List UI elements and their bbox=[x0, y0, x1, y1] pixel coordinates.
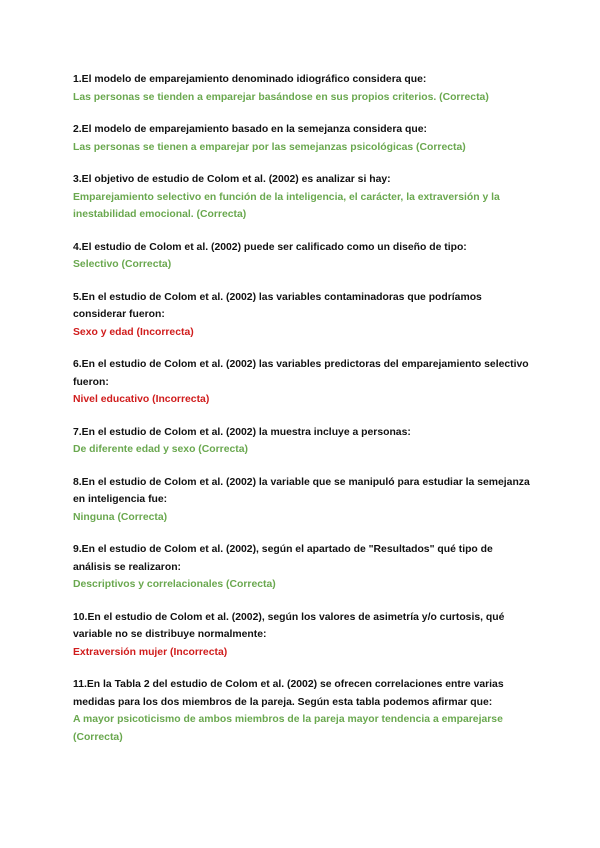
qa-item-1 bbox=[73, 71, 533, 106]
answer-9: Descriptivos y correlacionales (Correcta) bbox=[73, 579, 276, 590]
answer-11: A mayor psicoticismo de ambos miembros de la pareja mayor tendencia a emparejarse (Correcta) bbox=[73, 714, 503, 743]
answer-6: Nivel educativo (Incorrecta) bbox=[73, 394, 210, 405]
qa-item-10 bbox=[73, 609, 533, 662]
answer-4: Selectivo (Correcta) bbox=[73, 259, 172, 270]
question-8: 8.En el estudio de Colom et al. (2002) la variable que se manipuló para estudiar la semejanza en inteligencia fue: bbox=[73, 476, 530, 505]
answer-2: Las personas se tienen a emparejar por las semejanzas psicológicas (Correcta) bbox=[73, 141, 466, 153]
qa-item-6 bbox=[73, 356, 533, 409]
qa-item-5 bbox=[73, 289, 533, 342]
question-1: 1.El modelo de emparejamiento denominado idiográfico considera que: bbox=[73, 74, 427, 85]
question-10: 10.En el estudio de Colom et al. (2002), según los valores de asimetría y/o curtosis, qué variable no se distribuye normalmente: bbox=[73, 611, 505, 640]
question-2: 2.El modelo de emparejamiento basado en la semejanza considera que: bbox=[73, 124, 427, 135]
answer-3: Emparejamiento selectivo en función de la inteligencia, el carácter, la extraversión y la inestabilidad emocional. (Correcta) bbox=[73, 191, 500, 220]
qa-item-4 bbox=[73, 239, 533, 274]
qa-item-11 bbox=[73, 676, 533, 746]
question-6: 6.En el estudio de Colom et al. (2002) las variables predictoras del emparejamiento selectivo fueron: bbox=[73, 359, 529, 388]
answer-5: Sexo y edad (Incorrecta) bbox=[73, 326, 194, 338]
question-11: 11.En la Tabla 2 del estudio de Colom et al. (2002) se ofrecen correlaciones entre varias medidas para los dos miembros de la pareja. Según esta tabla podemos afirmar que: bbox=[73, 679, 504, 708]
qa-item-7 bbox=[73, 424, 533, 459]
question-5: 5.En el estudio de Colom et al. (2002) las variables contaminadoras que podríamos considerar fueron: bbox=[73, 291, 482, 320]
qa-item-8 bbox=[73, 474, 533, 527]
answer-7: De diferente edad y sexo (Correcta) bbox=[73, 444, 248, 455]
qa-item-9 bbox=[73, 541, 533, 594]
question-3: 3.El objetivo de estudio de Colom et al. (2002) es analizar si hay: bbox=[73, 174, 391, 185]
question-7: 7.En el estudio de Colom et al. (2002) la muestra incluye a personas: bbox=[73, 426, 411, 438]
qa-item-3 bbox=[73, 171, 533, 224]
question-9: 9.En el estudio de Colom et al. (2002), según el apartado de "Resultados" qué tipo de análisis se realizaron: bbox=[73, 544, 493, 573]
answer-1: Las personas se tienden a emparejar basándose en sus propios criterios. (Correcta) bbox=[73, 91, 489, 103]
qa-item-2 bbox=[73, 121, 533, 156]
answer-8: Ninguna (Correcta) bbox=[73, 511, 168, 523]
answer-10: Extraversión mujer (Incorrecta) bbox=[73, 646, 228, 658]
question-4: 4.El estudio de Colom et al. (2002) puede ser calificado como un diseño de tipo: bbox=[73, 241, 467, 253]
document-page bbox=[73, 71, 533, 746]
